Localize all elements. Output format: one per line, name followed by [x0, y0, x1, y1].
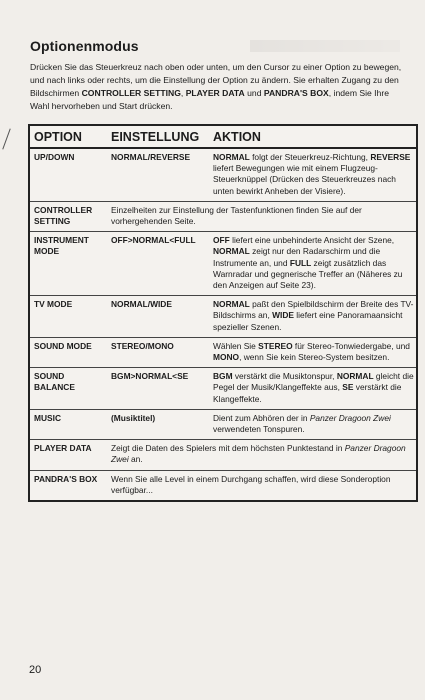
keyword: STEREO — [258, 340, 293, 351]
table-row — [29, 368, 417, 410]
margin-pen-mark — [2, 128, 10, 149]
action-text: Zeigt die Daten des Spielers mit dem höchsten Punktestand in — [111, 443, 345, 454]
keyword: BGM — [213, 371, 233, 382]
option-setting: BGM>NORMAL<SE — [107, 368, 209, 410]
option-action: Einzelheiten zur Einstellung der Tastenfunktionen finden Sie auf der vorhergehenden Seite. — [107, 201, 417, 231]
intro-paragraph — [30, 61, 402, 113]
action-text: liefert Bewegungen wie mit einem Flugzeug-Steuerknüppel (Drücken des Steuerkreuzes nach unten bewirkt Anheben der Visiere). — [213, 163, 396, 196]
option-setting: OFF>NORMAL<FULL — [107, 232, 209, 296]
header-setting: EINSTELLUNG — [107, 125, 209, 148]
intro-text: und — [244, 88, 264, 98]
option-name: PANDRA'S BOX — [34, 473, 98, 484]
intro-pandras-box: PANDRA'S BOX — [263, 88, 329, 98]
table-header-row — [29, 125, 417, 148]
option-action — [209, 337, 417, 367]
action-text: verstärkt die Klangeffekte. — [213, 382, 402, 404]
keyword: REVERSE — [370, 152, 411, 162]
action-text: , wenn Sie kein Stereo-System besitzen. — [239, 352, 390, 363]
action-text: für Stereo-Tonwiedergabe, und — [292, 340, 410, 351]
table-row — [29, 409, 417, 439]
intro-player-data: PLAYER DATA — [185, 88, 245, 98]
option-setting: NORMAL/REVERSE — [107, 148, 209, 201]
action-text: paßt den Spielbildschirm der Breite des TV-Bildschirms an, — [213, 299, 414, 321]
intro-text: Drücken Sie das Steuerkreuz nach oben oder unten, um den Cursor zu einer Option zu bewegen, und nach links oder rechts, um die Einstellung der Option zu ändern. Sie erhalten Zugang zu den Bildschirmen — [30, 62, 402, 98]
keyword: NORMAL — [336, 371, 374, 382]
page-number: 20 — [29, 664, 42, 676]
action-text: folgt der Steuerkreuz-Richtung, — [249, 152, 371, 162]
option-name: TV MODE — [29, 296, 107, 338]
keyword: SE — [342, 382, 354, 393]
action-text: verstärkt die Musiktonspur, — [232, 371, 337, 382]
option-action — [209, 368, 417, 410]
keyword: WIDE — [272, 310, 294, 321]
keyword: MONO — [213, 352, 240, 363]
option-action — [209, 232, 417, 296]
option-name: SOUND MODE — [29, 337, 107, 367]
action-text: Wählen Sie — [213, 340, 259, 351]
bleed-through-shadow — [250, 40, 400, 52]
option-name: CONTROLLER SETTING — [29, 201, 107, 231]
action-text: liefert eine Panoramaansicht spezieller Szenen. — [213, 310, 403, 332]
action-text: an. — [128, 454, 143, 465]
option-setting: NORMAL/WIDE — [107, 296, 209, 338]
option-action — [107, 440, 417, 470]
action-text: Dient zum Abhören der in — [213, 412, 310, 423]
option-name: INSTRUMENT MODE — [29, 232, 107, 296]
table-row — [29, 440, 417, 470]
keyword: NORMAL — [213, 152, 250, 162]
option-name: UP/DOWN — [29, 148, 107, 201]
intro-text: , — [180, 88, 186, 98]
table-row — [29, 470, 417, 501]
option-action: Wenn Sie alle Level in einem Durchgang schaffen, wird diese Sonderoption verfügbar... — [111, 473, 391, 495]
action-text: liefert eine unbehinderte Ansicht der Szene, — [229, 235, 395, 246]
header-action: AKTION — [209, 125, 417, 148]
option-name: SOUND BALANCE — [29, 368, 107, 410]
intro-controller-setting: CONTROLLER SETTING — [81, 88, 181, 98]
option-name: PLAYER DATA — [29, 440, 107, 470]
keyword: NORMAL — [213, 246, 250, 257]
options-table — [28, 124, 418, 502]
keyword: FULL — [289, 257, 312, 268]
option-setting: STEREO/MONO — [107, 337, 209, 367]
table-row — [29, 201, 417, 231]
table-row — [29, 337, 417, 367]
table-row — [29, 148, 417, 201]
action-text: zeigt nur den Radarschirm und die Instrumente an, und — [213, 246, 381, 268]
option-setting: (Musiktitel) — [107, 409, 209, 439]
option-action — [209, 296, 417, 338]
header-option: OPTION — [29, 125, 107, 148]
action-text: zeigt zusätzlich das Warnradar und gegnerische Treffer an (Näheres zu den Anzeigen auf Seite 23). — [213, 257, 403, 291]
keyword: OFF — [213, 235, 230, 246]
intro-text: , indem Sie Ihre Wahl hervorheben und Start drücken. — [30, 88, 389, 111]
table-row — [29, 296, 417, 338]
game-title: Panzer Dragoon Zwei — [309, 412, 391, 423]
option-action — [209, 409, 417, 439]
option-name: MUSIC — [29, 409, 107, 439]
action-text: gleicht die Pegel der Musik/Klangeffekte aus, — [213, 371, 414, 393]
action-text: verwendeten Tonspuren. — [213, 424, 305, 435]
option-action — [209, 148, 417, 201]
keyword: NORMAL — [213, 299, 250, 310]
game-title: Panzer Dragoon Zwei — [111, 443, 406, 465]
page-title: Optionenmodus — [30, 38, 139, 54]
table-row — [29, 232, 417, 296]
